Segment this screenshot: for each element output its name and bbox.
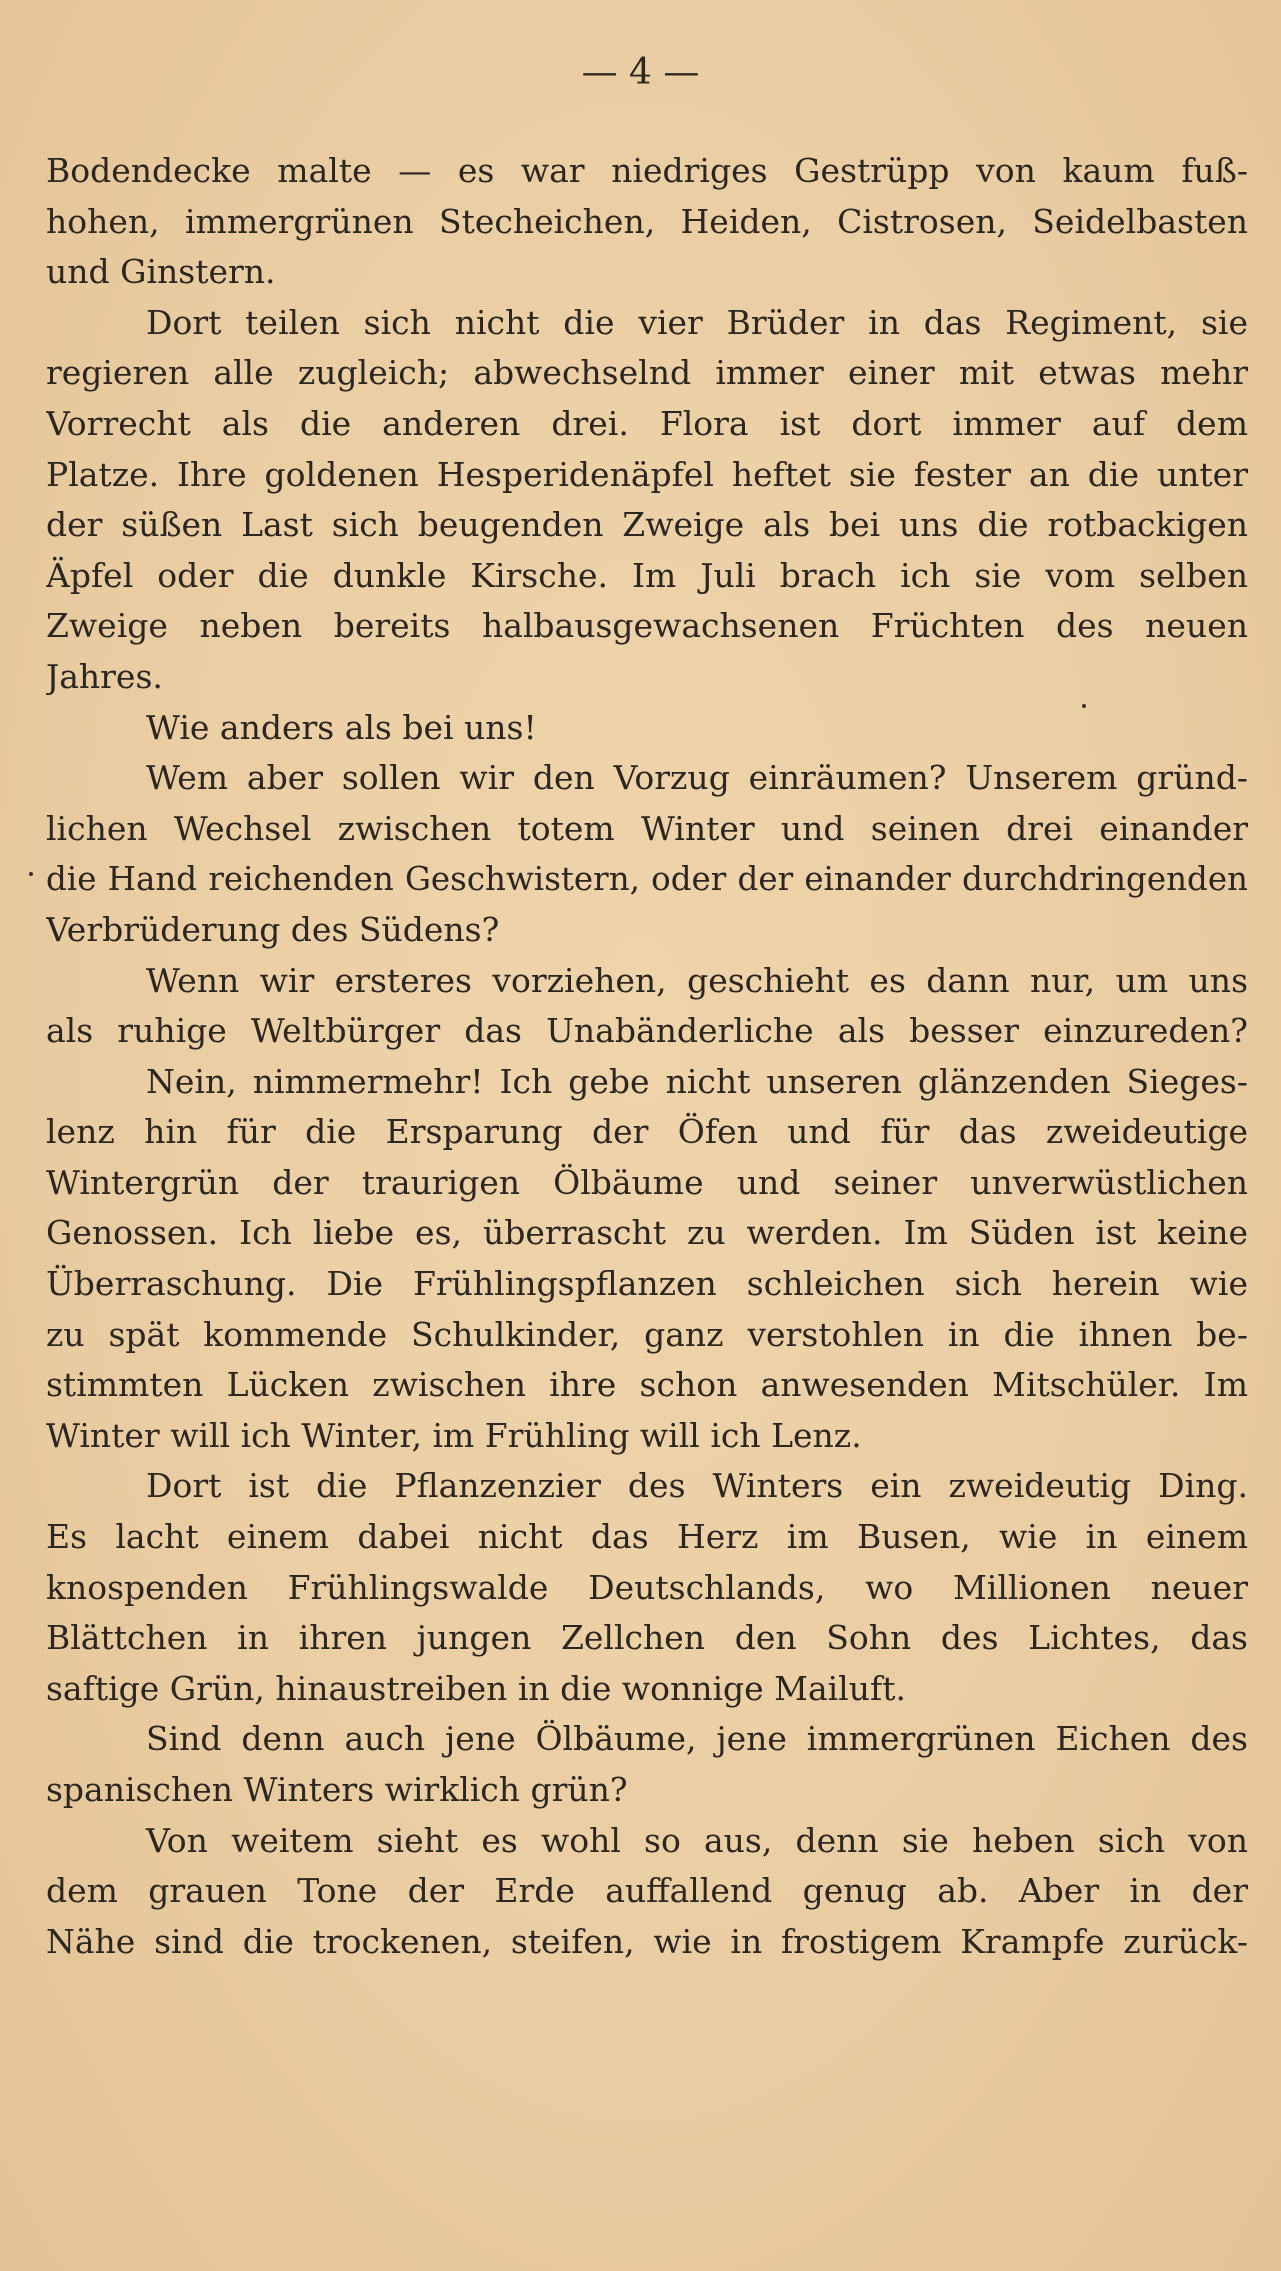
- text-line: Jahres.: [46, 656, 163, 696]
- text-line: Blättchen in ihren jungen Zellchen den Sohn des Lichtes, das: [46, 1618, 1248, 1658]
- text-line: Wie anders als bei uns!: [146, 707, 537, 747]
- text-line: und Ginstern.: [46, 252, 276, 292]
- text-line: Winter will ich Winter, im Frühling will ich Lenz.: [46, 1415, 862, 1455]
- text-line: regieren alle zugleich; abwechselnd immer einer mit etwas mehr: [46, 353, 1248, 393]
- text-line: spanischen Winters wirklich grün?: [46, 1770, 628, 1809]
- text-line: Dort teilen sich nicht die vier Brüder in das Regiment, sie: [146, 302, 1248, 342]
- text-line: Wem aber sollen wir den Vorzug einräumen? Unserem gründ-: [146, 758, 1248, 798]
- text-line: saftige Grün, hinaustreiben in die wonnige Mailuft.: [46, 1668, 906, 1708]
- text-line: Überraschung. Die Frühlingspflanzen schleichen sich herein wie: [46, 1264, 1248, 1304]
- text-line: Wintergrün der traurigen Ölbäume und seiner unverwüstlichen: [46, 1162, 1248, 1202]
- text-line: Vorrecht als die anderen drei. Flora ist dort immer auf dem: [46, 403, 1248, 443]
- text-line: Platze. Ihre goldenen Hesperidenäpfel heftet sie fester an die unter: [46, 454, 1248, 494]
- text-line: dem grauen Tone der Erde auffallend genug ab. Aber in der: [46, 1871, 1248, 1911]
- text-line: die Hand reichenden Geschwistern, oder der einander durchdringenden: [46, 860, 1248, 899]
- text-line: der süßen Last sich beugenden Zweige als bei uns die rotbackigen: [46, 505, 1248, 545]
- page-number: — 4 —: [581, 52, 700, 93]
- text-line: knospenden Frühlingswalde Deutschlands, wo Millionen neuer: [46, 1567, 1248, 1607]
- text-line: stimmten Lücken zwischen ihre schon anwesenden Mitschüler. Im: [46, 1365, 1248, 1405]
- text-line: hohen, immergrünen Stecheichen, Heiden, Cistrosen, Seidelbasten: [46, 201, 1248, 241]
- body-text: [46, 146, 1248, 1967]
- text-line: Von weitem sieht es wohl so aus, denn sie heben sich von: [146, 1820, 1248, 1860]
- text-line: Sind denn auch jene Ölbäume, jene immergrünen Eichen des: [146, 1719, 1248, 1759]
- text-line: Dort ist die Pflanzenzier des Winters ein zweideutig Ding.: [146, 1466, 1248, 1506]
- paper-speck: [1082, 704, 1086, 708]
- text-line: Nähe sind die trockenen, steifen, wie in frostigem Krampfe zurück-: [46, 1921, 1248, 1961]
- text-line: als ruhige Weltbürger das Unabänderliche als besser einzureden?: [46, 1011, 1248, 1051]
- text-line: lenz hin für die Ersparung der Öfen und für das zweideutige: [46, 1112, 1248, 1152]
- text-line: Äpfel oder die dunkle Kirsche. Im Juli brach ich sie vom selben: [46, 555, 1248, 595]
- paper-speck: [29, 872, 33, 876]
- text-line: Es lacht einem dabei nicht das Herz im Busen, wie in einem: [46, 1517, 1248, 1557]
- text-line: Verbrüderung des Südens?: [46, 909, 500, 949]
- text-line: zu spät kommende Schulkinder, ganz verstohlen in die ihnen be-: [46, 1314, 1248, 1354]
- text-line: Wenn wir ersteres vorziehen, geschieht es dann nur, um uns: [146, 960, 1248, 1000]
- text-line: lichen Wechsel zwischen totem Winter und seinen drei einander: [46, 808, 1248, 848]
- text-line: Genossen. Ich liebe es, überrascht zu werden. Im Süden ist keine: [46, 1213, 1248, 1253]
- text-line: Nein, nimmermehr! Ich gebe nicht unseren glänzenden Sieges-: [146, 1061, 1248, 1101]
- text-line: Zweige neben bereits halbausgewachsenen Früchten des neuen: [46, 606, 1248, 646]
- text-line: Bodendecke malte — es war niedriges Gestrüpp von kaum fuß-: [46, 151, 1248, 190]
